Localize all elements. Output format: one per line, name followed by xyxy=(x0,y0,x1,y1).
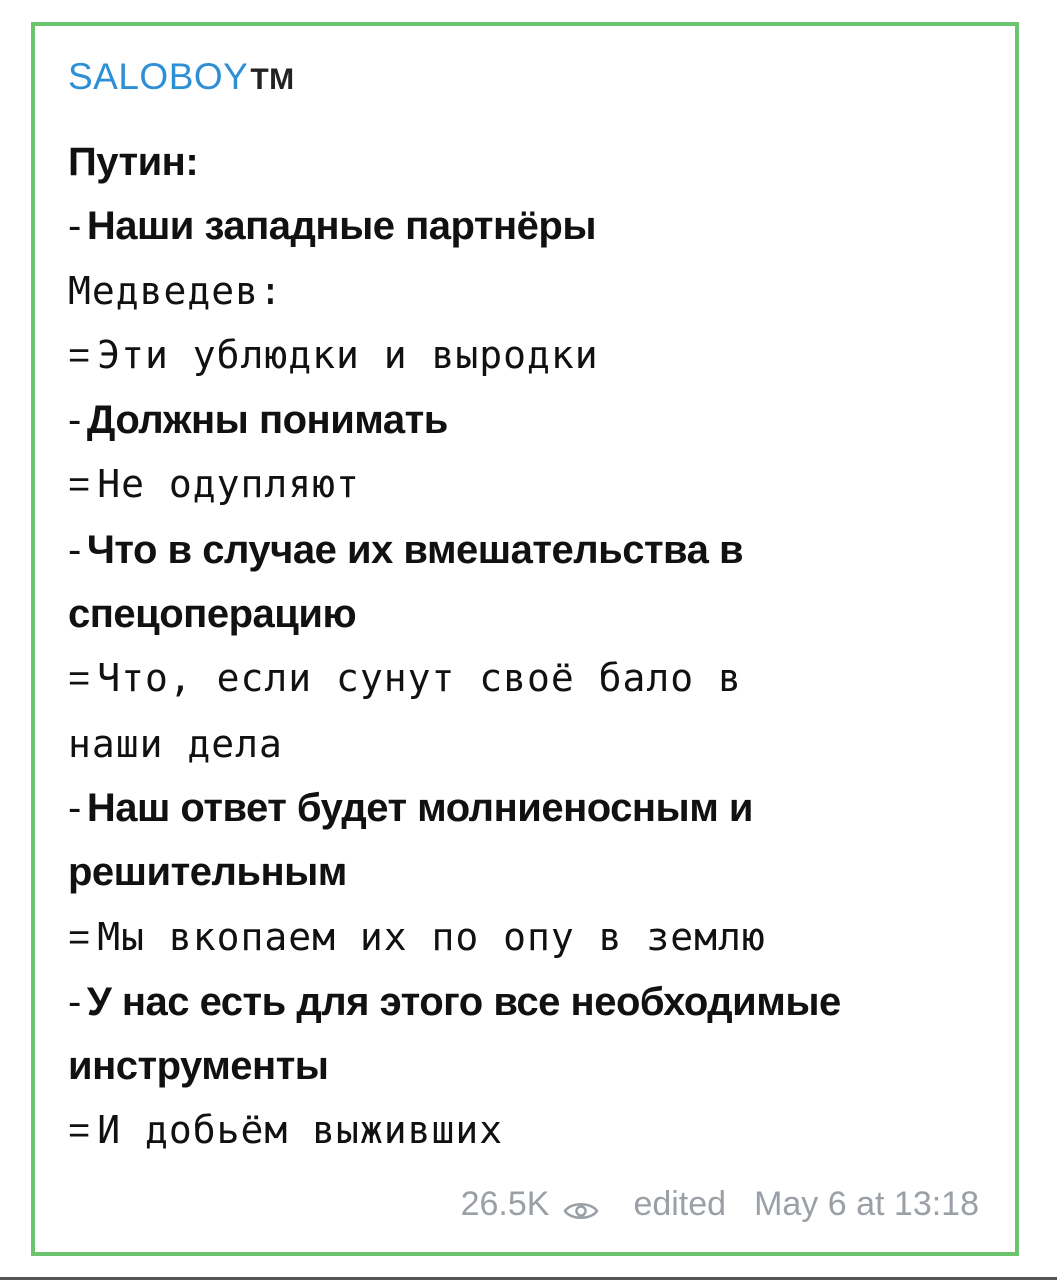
line-prefix: - xyxy=(68,527,81,572)
message-line xyxy=(68,323,998,388)
message-line xyxy=(68,194,998,258)
line-prefix: = xyxy=(68,916,92,959)
line-text: Путин: xyxy=(68,140,199,184)
message-line xyxy=(68,1034,998,1098)
line-text: Что, если сунут своё бало в xyxy=(97,656,742,701)
channel-name[interactable] xyxy=(68,56,295,98)
message-line xyxy=(68,646,998,711)
line-prefix: - xyxy=(68,204,81,249)
message-body xyxy=(68,130,998,1164)
line-text: Наш ответ будет молниеносным и xyxy=(86,785,753,830)
line-text: наши дела xyxy=(68,721,283,766)
line-prefix: = xyxy=(68,1110,92,1153)
trademark-mark: TM xyxy=(250,63,295,96)
line-prefix: = xyxy=(68,464,92,507)
line-text: Не одупляют xyxy=(97,462,360,507)
channel-name-text[interactable]: SALOBOY xyxy=(68,56,249,97)
message-card xyxy=(31,22,1019,1256)
line-prefix: - xyxy=(68,979,81,1024)
message-line xyxy=(68,1098,998,1163)
line-text: Что в случае их вмешательства в xyxy=(86,527,744,572)
line-prefix: - xyxy=(68,398,81,443)
view-count: 26.5K xyxy=(460,1185,550,1223)
line-text: У нас есть для этого все необходимые xyxy=(86,979,841,1024)
eye-icon xyxy=(563,1193,599,1217)
line-text: И добьём выживших xyxy=(97,1108,504,1153)
line-text: спецоперацию xyxy=(68,592,357,637)
line-prefix: = xyxy=(68,334,92,377)
line-text: инструменты xyxy=(68,1044,329,1089)
message-line xyxy=(68,518,998,582)
message-line xyxy=(68,259,998,323)
message-footer xyxy=(461,1185,979,1224)
message-line xyxy=(68,712,998,776)
line-prefix: - xyxy=(68,785,81,830)
edited-label: edited xyxy=(633,1185,727,1223)
line-prefix: = xyxy=(68,658,92,701)
message-timestamp: May 6 at 13:18 xyxy=(754,1185,979,1223)
message-line xyxy=(68,452,998,517)
message-line xyxy=(68,905,998,970)
line-text: Эти ублюдки и выродки xyxy=(97,332,599,377)
line-text: Наши западные партнёры xyxy=(86,204,596,249)
line-text: Мы вкопаем их по опу в землю xyxy=(97,914,766,959)
message-line xyxy=(68,840,998,904)
line-text: решительным xyxy=(68,850,347,895)
message-line xyxy=(68,776,998,840)
line-text: Должны понимать xyxy=(86,398,448,443)
message-line xyxy=(68,388,998,452)
message-line xyxy=(68,582,998,646)
message-line xyxy=(68,970,998,1034)
message-line xyxy=(68,130,998,194)
line-text: Медведев: xyxy=(68,268,283,313)
